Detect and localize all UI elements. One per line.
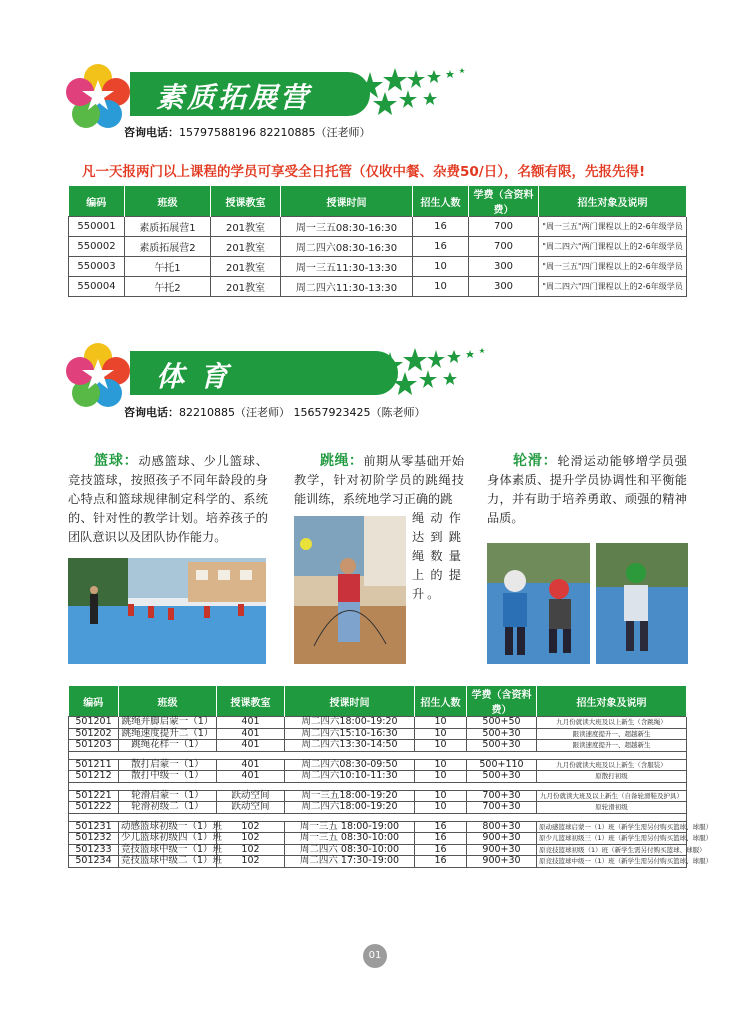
- section-title-camp: 素质拓展营: [156, 81, 312, 114]
- table-row: [69, 717, 687, 729]
- header-room: 授课教室: [211, 186, 281, 217]
- enrollment-notice: 凡一天报两门以上课程的学员可享受全日托管（仅收中餐、杂费50/日），名额有限，先报先得!: [82, 164, 646, 180]
- cell-fee: 500+110: [467, 759, 537, 771]
- table-spacer-row: [69, 782, 687, 790]
- cell-target: 跟读速度提升一、超越新生: [537, 728, 687, 740]
- cell-fee: 500+30: [467, 771, 537, 783]
- cell-capacity: 16: [415, 833, 467, 845]
- table-row: [69, 759, 687, 771]
- cell-class: 午托1: [125, 257, 211, 277]
- cell-code: 501222: [69, 802, 119, 814]
- cell-code: 550004: [69, 277, 125, 297]
- table-header: [69, 186, 687, 217]
- rope-description-continued: [412, 509, 464, 604]
- table-row: [69, 740, 687, 752]
- table-spacer-row: [69, 751, 687, 759]
- table-row: [69, 833, 687, 845]
- cell-time: 周二四六 17:30-19:00: [285, 856, 415, 868]
- cell-fee: 700: [469, 217, 539, 237]
- cell-room: 102: [217, 833, 285, 845]
- cell-fee: 800+30: [467, 821, 537, 833]
- header-fee: 学费（含资料费）: [467, 686, 537, 717]
- cell-capacity: 16: [415, 856, 467, 868]
- cell-room: 201教室: [211, 237, 281, 257]
- cell-target: 九月份就读大班及以上新生（自备轮滑鞋及护具）: [537, 790, 687, 802]
- section-title-sports: 体 育: [156, 360, 231, 393]
- cell-fee: 700: [469, 237, 539, 257]
- cell-target: 九月份就读大班及以上新生（含跳绳）: [537, 717, 687, 729]
- cell-class: 素质拓展营1: [125, 217, 211, 237]
- cell-capacity: 10: [415, 740, 467, 752]
- cell-time: 周二四六10:10-11:30: [285, 771, 415, 783]
- jump-rope-photo: [294, 516, 406, 664]
- cell-room: 401: [217, 771, 285, 783]
- table-row: [69, 790, 687, 802]
- cell-target: 跟读速度提升一、超越新生: [537, 740, 687, 752]
- cell-target: "周二四六"两门课程以上的2-6年级学员: [539, 237, 687, 257]
- cell-code: 501231: [69, 821, 119, 833]
- flower-logo-icon: [66, 64, 130, 128]
- cell-room: 102: [217, 821, 285, 833]
- cell-room: 401: [217, 759, 285, 771]
- cell-class: 素质拓展营2: [125, 237, 211, 257]
- contact-phone: 82210885（汪老师） 15657923425（陈老师）: [179, 406, 426, 419]
- cell-time: 周一三五08:30-16:30: [281, 217, 413, 237]
- cell-time: 周二四六08:30-16:30: [281, 237, 413, 257]
- cell-time: 周一三五11:30-13:30: [281, 257, 413, 277]
- cell-code: 501211: [69, 759, 119, 771]
- cell-time: 周二四六15:10-16:30: [285, 728, 415, 740]
- cell-target: 原动感篮球启蒙一（1）班（新学生需另付购买篮球、球服）: [537, 821, 687, 833]
- cell-code: 501202: [69, 728, 119, 740]
- cell-fee: 700+30: [467, 802, 537, 814]
- cell-room: 102: [217, 844, 285, 856]
- rope-description: [294, 452, 464, 509]
- table-row: [69, 257, 687, 277]
- contact-label: 咨询电话：: [124, 126, 179, 139]
- contact-sports: [124, 404, 425, 420]
- spacer-cell: [69, 751, 687, 759]
- cell-fee: 500+50: [467, 717, 537, 729]
- cell-target: 原竞技篮球初级（1）班（新学生需另付购买篮球、球服）: [537, 844, 687, 856]
- basketball-description: [68, 452, 268, 547]
- cell-room: 跃动空间: [217, 802, 285, 814]
- cell-capacity: 10: [413, 277, 469, 297]
- cell-capacity: 16: [413, 237, 469, 257]
- stars-decoration-icon: [350, 62, 470, 122]
- section-banner-sports: [130, 351, 398, 395]
- cell-code: 501212: [69, 771, 119, 783]
- table-row: [69, 844, 687, 856]
- cell-time: 周二四六18:00-19:20: [285, 802, 415, 814]
- cell-room: 102: [217, 856, 285, 868]
- cell-class: 跳绳花样一（1）: [119, 740, 217, 752]
- cell-capacity: 10: [413, 257, 469, 277]
- cell-room: 401: [217, 728, 285, 740]
- cell-code: 501203: [69, 740, 119, 752]
- cell-capacity: 16: [415, 821, 467, 833]
- header-code: 编码: [69, 186, 125, 217]
- cell-fee: 700+30: [467, 790, 537, 802]
- flower-logo-icon: [66, 343, 130, 407]
- table-row: [69, 217, 687, 237]
- cell-time: 周二四六13:30-14:50: [285, 740, 415, 752]
- cell-code: 501201: [69, 717, 119, 729]
- header-class: 班级: [125, 186, 211, 217]
- contact-camp: [124, 124, 370, 140]
- cell-code: 501234: [69, 856, 119, 868]
- cell-class: 跳绳并脚启蒙一（1）: [119, 717, 217, 729]
- table-row: [69, 728, 687, 740]
- cell-code: 501233: [69, 844, 119, 856]
- skating-description: [487, 452, 687, 528]
- cell-target: 原散打初级: [537, 771, 687, 783]
- rope-text-2: 绳动作达到跳绳数量上的提升。: [412, 511, 464, 601]
- cell-room: 201教室: [211, 257, 281, 277]
- cell-fee: 500+30: [467, 728, 537, 740]
- sports-course-table: [68, 686, 713, 868]
- rope-label: 跳绳：: [320, 453, 364, 469]
- table-row: [69, 856, 687, 868]
- header-capacity: 招生人数: [413, 186, 469, 217]
- contact-phone: 15797588196 82210885（汪老师）: [179, 126, 371, 139]
- cell-target: "周二四六"四门课程以上的2-6年级学员: [539, 277, 687, 297]
- cell-target: 原轮滑初级: [537, 802, 687, 814]
- table-row: [69, 802, 687, 814]
- cell-code: 501221: [69, 790, 119, 802]
- cell-capacity: 10: [415, 728, 467, 740]
- cell-capacity: 16: [415, 844, 467, 856]
- cell-class: 午托2: [125, 277, 211, 297]
- cell-room: 201教室: [211, 277, 281, 297]
- cell-class: 竞技篮球中级二（1）班: [119, 856, 217, 868]
- table-row: [69, 821, 687, 833]
- cell-capacity: 10: [415, 717, 467, 729]
- contact-label: 咨询电话：: [124, 406, 179, 419]
- cell-class: 少儿篮球初级四（1）班: [119, 833, 217, 845]
- basketball-text: 动感篮球、少儿篮球、竞技篮球，按照孩子不同年龄段的身心特点和篮球规律制定科学的、系统的、针对性的教学计划。培养孩子的团队意识以及团队协作能力。: [68, 454, 268, 544]
- header-class: 班级: [119, 686, 217, 717]
- table-header: [69, 686, 687, 717]
- cell-capacity: 16: [413, 217, 469, 237]
- cell-capacity: 10: [415, 802, 467, 814]
- cell-code: 550003: [69, 257, 125, 277]
- cell-class: 轮滑启蒙一（1）: [119, 790, 217, 802]
- cell-fee: 500+30: [467, 740, 537, 752]
- header-target: 招生对象及说明: [539, 186, 687, 217]
- cell-time: 周二四六11:30-13:30: [281, 277, 413, 297]
- cell-capacity: 10: [415, 771, 467, 783]
- header-time: 授课时间: [281, 186, 413, 217]
- cell-target: "周一三五"两门课程以上的2-6年级学员: [539, 217, 687, 237]
- cell-room: 401: [217, 717, 285, 729]
- cell-time: 周二四六18:00-19:20: [285, 717, 415, 729]
- cell-fee: 300: [469, 257, 539, 277]
- cell-time: 周一三五 08:30-10:00: [285, 833, 415, 845]
- header-capacity: 招生人数: [415, 686, 467, 717]
- table-spacer-row: [69, 813, 687, 821]
- cell-fee: 900+30: [467, 844, 537, 856]
- header-time: 授课时间: [285, 686, 415, 717]
- page-number: 01: [363, 944, 387, 968]
- cell-time: 周二四六 08:30-10:00: [285, 844, 415, 856]
- cell-class: 轮滑初级二（1）: [119, 802, 217, 814]
- cell-time: 周一三五18:00-19:20: [285, 790, 415, 802]
- stars-decoration-icon: [370, 342, 490, 402]
- cell-fee: 900+30: [467, 856, 537, 868]
- skating-photo-2: [596, 543, 688, 664]
- cell-time: 周一三五 18:00-19:00: [285, 821, 415, 833]
- skating-photo-1: [487, 543, 590, 664]
- cell-time: 周二四六08:30-09:50: [285, 759, 415, 771]
- table-row: [69, 237, 687, 257]
- cell-room: 401: [217, 740, 285, 752]
- cell-code: 550001: [69, 217, 125, 237]
- skating-label: 轮滑：: [513, 453, 558, 469]
- camp-course-table: [68, 186, 687, 297]
- cell-class: 散打中级一（1）: [119, 771, 217, 783]
- table-row: [69, 277, 687, 297]
- header-room: 授课教室: [217, 686, 285, 717]
- spacer-cell: [69, 782, 687, 790]
- header-fee: 学费（含资料费）: [469, 186, 539, 217]
- cell-fee: 300: [469, 277, 539, 297]
- spacer-cell: [69, 813, 687, 821]
- section-banner-camp: [130, 72, 370, 116]
- cell-code: 550002: [69, 237, 125, 257]
- cell-room: 201教室: [211, 217, 281, 237]
- header-code: 编码: [69, 686, 119, 717]
- cell-target: 原少儿篮球初级三（1）班（新学生需另付购买篮球、球服）: [537, 833, 687, 845]
- cell-capacity: 10: [415, 759, 467, 771]
- cell-class: 跳绳速度提升二（1）: [119, 728, 217, 740]
- cell-class: 竞技篮球中级一（1）班: [119, 844, 217, 856]
- cell-target: "周一三五"四门课程以上的2-6年级学员: [539, 257, 687, 277]
- basketball-photo: [68, 558, 266, 664]
- header-target: 招生对象及说明: [537, 686, 687, 717]
- rope-text-1: 前期从零基础开始教学，针对初阶学员的跳绳技能训练，系统地学习正确的跳: [294, 454, 465, 506]
- cell-class: 散打启蒙一（1）: [119, 759, 217, 771]
- cell-target: 九月份就读大班及以上新生（含服装）: [537, 759, 687, 771]
- skating-text: 轮滑运动能够增学员强身体素质、提升学员协调性和平衡能力，并有助于培养勇敢、顽强的精神品质。: [487, 454, 687, 525]
- cell-code: 501232: [69, 833, 119, 845]
- cell-capacity: 10: [415, 790, 467, 802]
- cell-fee: 900+30: [467, 833, 537, 845]
- cell-target: 原竞技篮球中级一（1）班（新学生需另付购买篮球、球服）: [537, 856, 687, 868]
- cell-class: 动感篮球初级一（1）班: [119, 821, 217, 833]
- cell-room: 跃动空间: [217, 790, 285, 802]
- basketball-label: 篮球：: [94, 453, 139, 469]
- table-row: [69, 771, 687, 783]
